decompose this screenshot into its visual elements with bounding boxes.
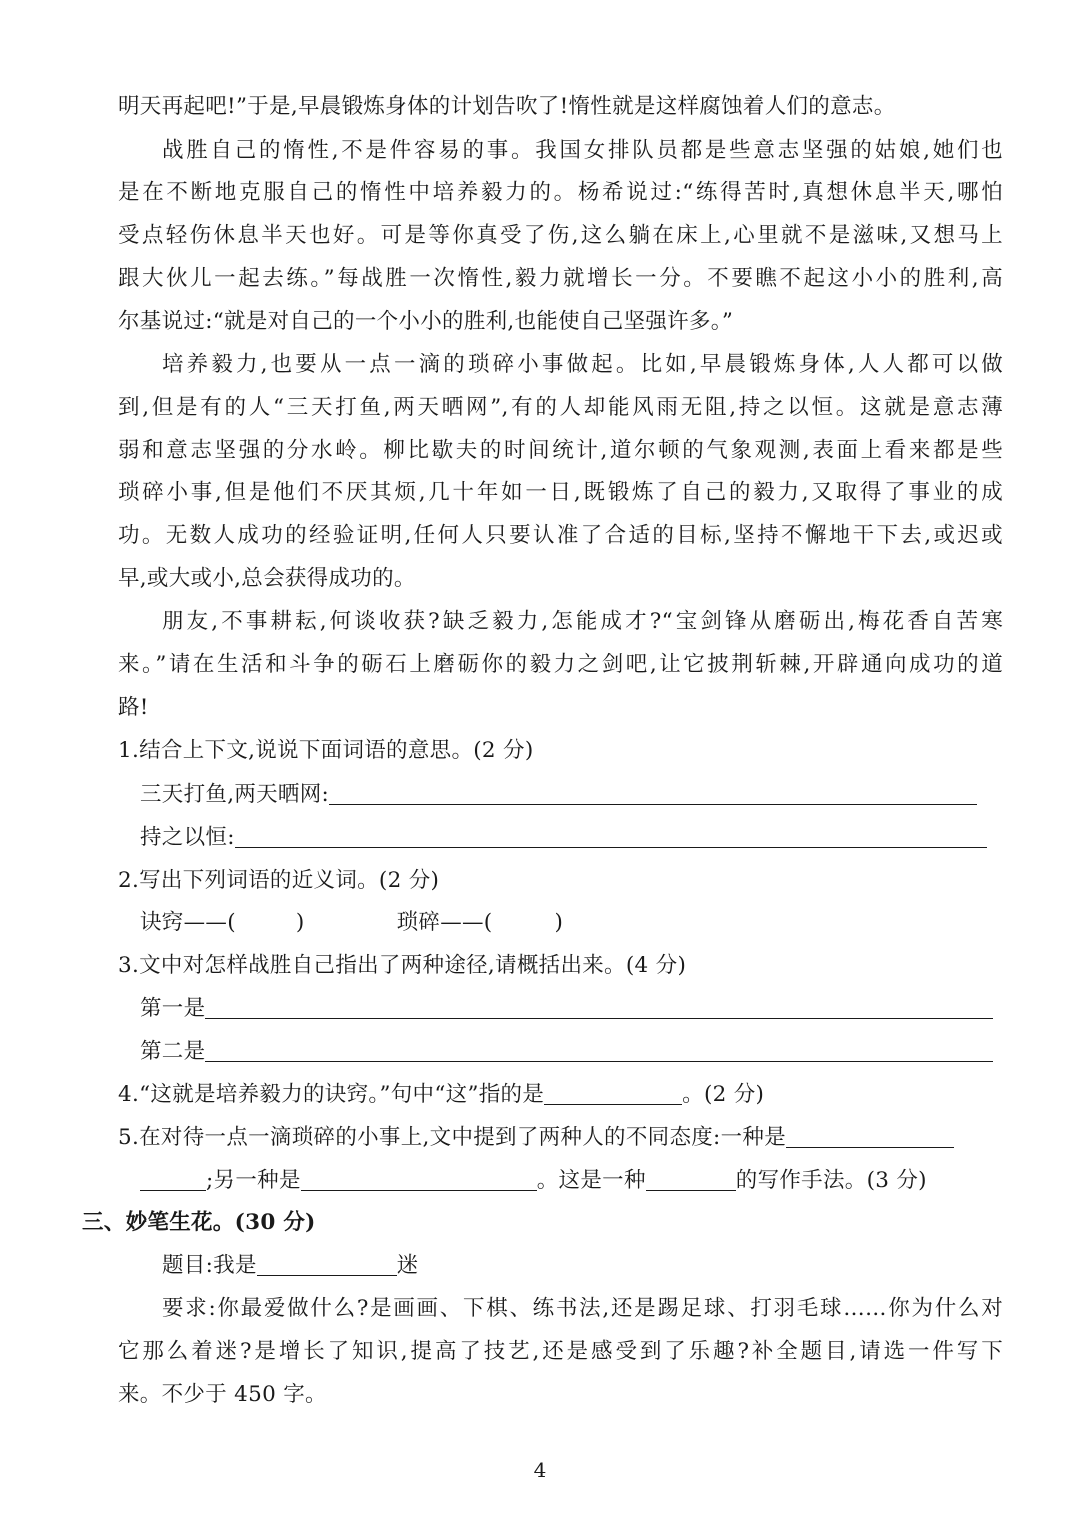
question-1b-label: 持之以恒: <box>140 825 235 850</box>
question-3a <box>140 994 1000 1024</box>
question-5-mid1: ;另一种是 <box>206 1168 301 1193</box>
answer-blank-5c[interactable] <box>646 1166 736 1191</box>
passage-line: 受点轻伤休息半天也好。可是等你真受了伤,这么躺在床上,心里就不是滋味,又想马上 <box>118 223 1003 248</box>
essay-title-pre: 题目:我是 <box>162 1253 257 1278</box>
essay-title <box>162 1251 1003 1281</box>
passage-line: 朋友,不事耕耘,何谈收获?缺乏毅力,怎能成才?“宝剑锋从磨砺出,梅花香自苦寒 <box>162 609 1003 634</box>
passage-line: 弱和意志坚强的分水岭。柳比歇夫的时间统计,道尔顿的气象观测,表面上看来都是些 <box>118 438 1003 463</box>
passage-line: 跟大伙儿一起去练。”每战胜一次惰性,毅力就增长一分。不要瞧不起这小小的胜利,高 <box>118 266 1003 291</box>
paren-close: ) <box>554 910 564 935</box>
passage-line: 早,或大或小,总会获得成功的。 <box>118 566 416 591</box>
paren-close: ) <box>295 910 305 935</box>
passage-line: 战胜自己的惰性,不是件容易的事。我国女排队员都是些意志坚强的姑娘,她们也 <box>162 138 1003 163</box>
answer-blank-5a-cont[interactable] <box>140 1166 206 1191</box>
question-1b <box>140 823 1000 853</box>
question-2b-label: 琐碎——( <box>396 910 493 935</box>
section-3-heading: 三、妙笔生花。(30 分) <box>82 1210 316 1235</box>
requirement-line: 来。不少于 450 字。 <box>118 1382 327 1407</box>
question-5-score: 的写作手法。(3 分) <box>735 1168 927 1193</box>
answer-blank-5b[interactable] <box>301 1166 537 1191</box>
answer-blank-3b[interactable] <box>205 1037 993 1062</box>
question-5-cont <box>140 1166 1000 1196</box>
question-3: 3.文中对怎样战胜自己指出了两种途径,请概括出来。(4 分) <box>118 953 687 978</box>
passage-line: 路! <box>118 695 149 720</box>
question-1a <box>140 780 1000 810</box>
question-5-mid2: 。这是一种 <box>536 1168 646 1193</box>
passage-line: 培养毅力,也要从一点一滴的琐碎小事做起。比如,早晨锻炼身体,人人都可以做 <box>162 352 1003 377</box>
passage-line: 明天再起吧!”于是,早晨锻炼身体的计划告吹了!惰性就是这样腐蚀着人们的意志。 <box>118 94 896 119</box>
answer-blank-5a[interactable] <box>786 1123 954 1148</box>
answer-blank-4[interactable] <box>544 1080 682 1105</box>
passage-line: 琐碎小事,但是他们不厌其烦,几十年如一日,既锻炼了自己的毅力,又取得了事业的成 <box>118 480 1003 505</box>
question-5 <box>118 1123 1003 1153</box>
passage-line: 功。无数人成功的经验证明,任何人只要认准了合适的目标,坚持不懈地干下去,或迟或 <box>118 523 1003 548</box>
question-2-items <box>140 908 740 938</box>
question-3b-label: 第二是 <box>140 1039 206 1064</box>
page-number: 4 <box>533 1458 547 1482</box>
requirement-line: 要求:你最爱做什么?是画画、下棋、练书法,还是踢足球、打羽毛球……你为什么对 <box>162 1296 1003 1321</box>
question-3a-label: 第一是 <box>140 996 206 1021</box>
requirement-line: 它那么着迷?是增长了知识,提高了技艺,还是感受到了乐趣?补全题目,请选一件写下 <box>118 1339 1003 1364</box>
passage-line: 来。”请在生活和斗争的砺石上磨砺你的毅力之剑吧,让它披荆斩棘,开辟通向成功的道 <box>118 652 1003 677</box>
question-1a-label: 三天打鱼,两天晒网: <box>140 782 330 807</box>
question-1: 1.结合上下文,说说下面词语的意思。(2 分) <box>118 738 534 763</box>
answer-blank-3a[interactable] <box>205 994 993 1019</box>
passage-line: 是在不断地克服自己的惰性中培养毅力的。杨希说过:“练得苦时,真想休息半天,哪怕 <box>118 180 1003 205</box>
passage-line: 尔基说过:“就是对自己的一个小小的胜利,也能使自己坚强许多。” <box>118 309 734 334</box>
question-3b <box>140 1037 1000 1067</box>
answer-blank-1b[interactable] <box>235 823 987 848</box>
question-2: 2.写出下列词语的近义词。(2 分) <box>118 868 440 893</box>
question-2a-label: 诀窍——( <box>140 910 236 935</box>
answer-blank-1a[interactable] <box>329 780 977 805</box>
essay-title-post: 迷 <box>396 1253 419 1278</box>
question-5-text: 5.在对待一点一滴琐碎的小事上,文中提到了两种人的不同态度:一种是 <box>118 1125 786 1150</box>
answer-blank-title[interactable] <box>257 1251 397 1276</box>
question-4-text: 4.“这就是培养毅力的诀窍。”句中“这”指的是 <box>118 1082 545 1107</box>
passage-line: 到,但是有的人“三天打鱼,两天晒网”,有的人却能风雨无阻,持之以恒。这就是意志薄 <box>118 395 1003 420</box>
question-4-score: 。(2 分) <box>682 1082 765 1107</box>
question-4 <box>118 1080 1003 1110</box>
